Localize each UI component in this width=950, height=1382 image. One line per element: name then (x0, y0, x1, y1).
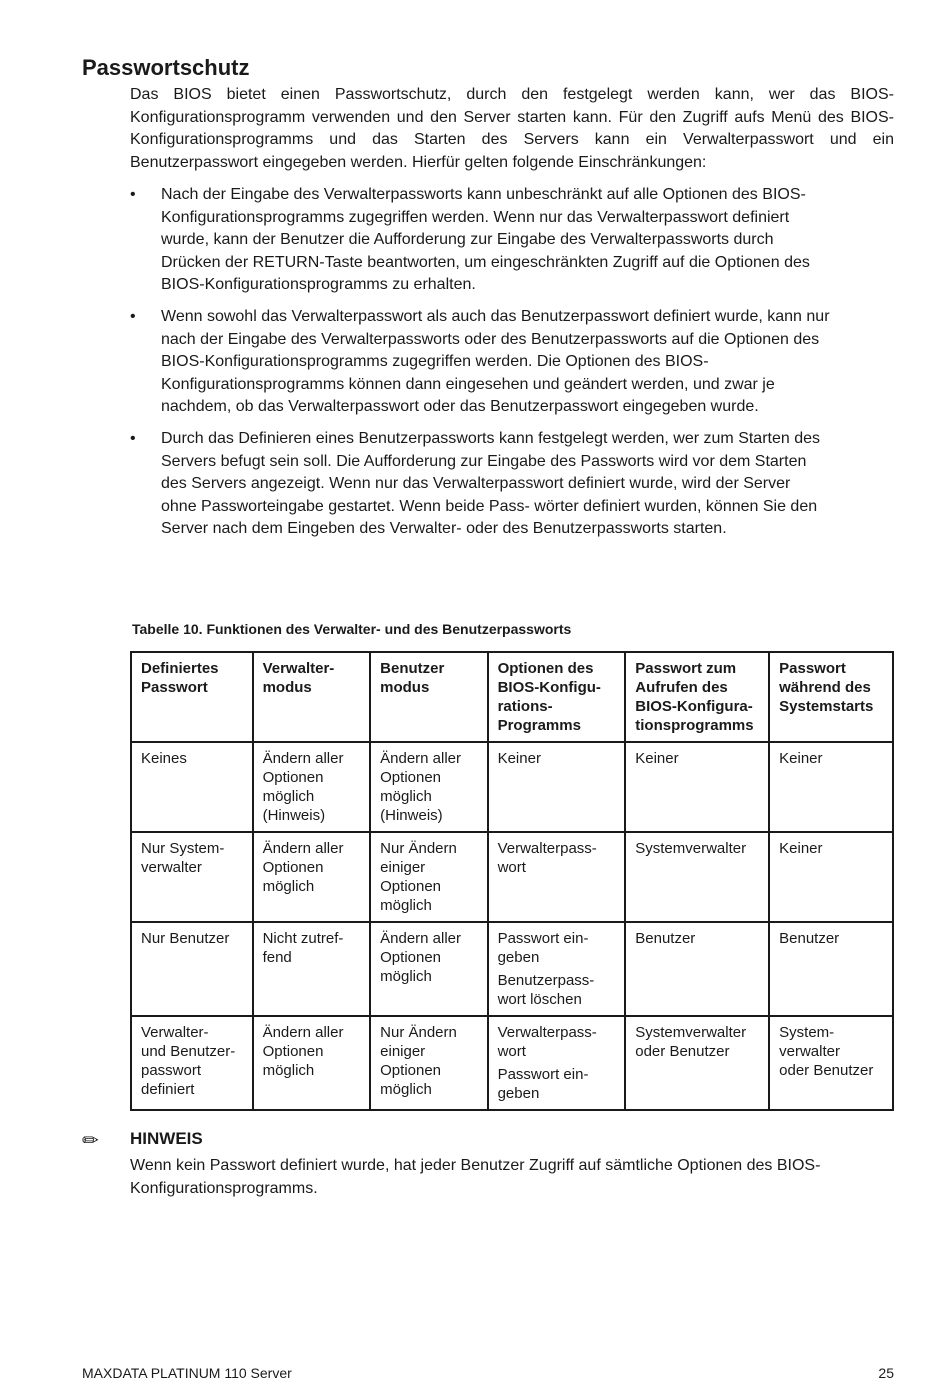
text-line: oder des Benutzerpassworts starten. (466, 520, 727, 538)
text-line: eingegeben wurde. (622, 398, 759, 416)
cell-line: Nur Benutzer (141, 930, 230, 947)
cell-line: oder Benutzer (779, 1062, 874, 1079)
header-line: während des (779, 679, 871, 696)
cell-line: einiger (380, 859, 426, 876)
text-line: die Optionen des BIOS-Konfigurationsprogramms zugegriffen werden. Die Optionen (161, 330, 820, 371)
table-cell (488, 1016, 626, 1110)
header-line: modus (262, 679, 312, 696)
cell-line: Passwort ein- (497, 930, 589, 947)
cell-line: wort (497, 1043, 526, 1060)
note-title: HINWEIS (130, 1129, 203, 1148)
text-line: wörter definiert wurden, können Sie den Server nach dem Eingeben des Verwalter- (161, 497, 818, 538)
header-line: Systemstarts (779, 698, 874, 715)
cell-paragraph (380, 749, 478, 825)
page-number: 25 (878, 1365, 894, 1381)
cell-paragraph (635, 839, 760, 858)
table-cell (253, 742, 371, 832)
header-line: Benutzer (380, 660, 445, 677)
header-line: rations- (497, 698, 553, 715)
cell-paragraph (263, 1023, 362, 1080)
cell-paragraph (263, 749, 362, 825)
password-functions-table (130, 651, 894, 1111)
bullet-icon: • (130, 186, 136, 203)
table-cell (253, 922, 371, 1016)
cell-line: Benutzer (779, 930, 840, 947)
cell-line: möglich (380, 1081, 432, 1098)
text-line: Starten des Servers befugt sein soll. Die Aufforderung zur Eingabe des Passworts (161, 429, 821, 470)
text-line: und zwar je nachdem, ob das Verwalterpasswort oder das Benutzerpasswort (161, 375, 775, 416)
cell-line: oder Benutzer (635, 1043, 730, 1060)
table-cell (253, 1016, 371, 1110)
table-cell (370, 832, 487, 922)
table-cell (769, 742, 893, 832)
text-line: definiert wurde, wird der Server ohne Passworteingabe gestartet. Wenn beide Pass- (161, 475, 791, 515)
cell-line: Ändern aller (262, 750, 344, 767)
cell-paragraph (779, 929, 884, 948)
cell-paragraph (635, 929, 760, 948)
cell-line: Keiner (779, 750, 823, 767)
cell-line: und Benutzer- (141, 1043, 236, 1060)
table-row (131, 832, 893, 922)
cell-line: Nur System- (141, 840, 225, 857)
list-item (130, 306, 830, 419)
list-item (130, 184, 830, 297)
cell-paragraph (498, 1023, 617, 1061)
text-line: Wenn kein Passwort definiert wurde, hat jeder Benutzer Zugriff auf sämtliche Optionen des BIOS- (130, 1157, 821, 1174)
table-cell (370, 922, 487, 1016)
cell-paragraph (498, 929, 617, 967)
cell-paragraph (779, 839, 884, 858)
cell-paragraph (779, 1023, 884, 1080)
text-line: BIOS- Konfigurationsprogramms zugegriffen werden. Wenn nur das Verwalterpasswort (161, 186, 806, 226)
table-cell (488, 922, 626, 1016)
cell-paragraph (141, 1023, 244, 1099)
table-cell (488, 832, 626, 922)
cell-line: System- (779, 1024, 835, 1041)
table-cell (769, 1016, 893, 1110)
cell-line: möglich (262, 788, 315, 805)
cell-line: verwalter (141, 859, 202, 876)
cell-line: Ändern aller (262, 840, 344, 857)
footer-product: MAXDATA PLATINUM 110 Server (82, 1365, 292, 1381)
cell-line: Verwalter- (141, 1024, 209, 1041)
text-line: Nach der Eingabe des Verwalterpassworts kann unbeschränkt auf alle Optionen des (161, 186, 758, 203)
cell-paragraph (635, 749, 760, 768)
cell-line: möglich (380, 968, 432, 985)
text-line: definiert wurde, kann der Benutzer die Aufforderung zur Eingabe des Verwalterpassworts (161, 208, 790, 249)
text-line: Optionen des BIOS-Konfigurationsprogramms zu erhalten. (161, 253, 810, 294)
cell-line: fend (262, 949, 292, 966)
cell-line: Keiner (779, 840, 823, 857)
cell-line: Nur Ändern (380, 840, 457, 857)
header-line: Verwalter- (262, 660, 335, 677)
cell-line: Optionen (380, 949, 442, 966)
cell-paragraph (498, 839, 617, 877)
cell-line: wort löschen (497, 991, 582, 1008)
cell-line: Optionen (380, 769, 442, 786)
table-cell (131, 1016, 253, 1110)
cell-line: möglich (262, 1062, 315, 1079)
cell-line: wort (497, 859, 526, 876)
note-text (130, 1155, 894, 1200)
text-line: wird vor dem Starten des Servers angezeigt. Wenn nur das Verwalterpasswort (161, 452, 807, 493)
header-line: BIOS-Konfigu- (497, 679, 601, 696)
cell-line: möglich (380, 897, 432, 914)
header-line: modus (380, 679, 430, 696)
table-cell (370, 1016, 487, 1110)
cell-line: einiger (380, 1043, 426, 1060)
text-line: Durch das Definieren eines Benutzerpassworts kann festgelegt werden, wer zum (161, 429, 734, 447)
cell-line: definiert (141, 1081, 195, 1098)
pencil-icon: ✏ (82, 1130, 99, 1152)
header-line: Passwort zum (635, 660, 737, 677)
cell-line: Benutzerpass- (497, 972, 595, 989)
table-header-row (131, 652, 893, 742)
header-line: Aufrufen des (635, 679, 728, 696)
bullet-icon: • (130, 429, 136, 447)
header-line: Definiertes (141, 660, 219, 677)
cell-line: Verwalterpass- (497, 840, 597, 857)
column-header (131, 652, 253, 742)
cell-paragraph (779, 749, 884, 768)
cell-line: (Hinweis) (262, 807, 326, 824)
table-cell (131, 742, 253, 832)
cell-line: Optionen (380, 878, 442, 895)
header-line: BIOS-Konfigura- (635, 698, 753, 715)
cell-paragraph (380, 1023, 478, 1099)
cell-line: Ändern aller (262, 1024, 344, 1041)
cell-paragraph (141, 749, 244, 768)
column-header (488, 652, 626, 742)
cell-line: Optionen (262, 769, 324, 786)
bullet-icon: • (130, 307, 136, 325)
cell-line: Optionen (262, 1043, 324, 1060)
cell-line: Optionen (380, 1062, 442, 1079)
cell-line: verwalter (779, 1043, 840, 1060)
cell-paragraph (263, 929, 362, 967)
table-cell (131, 832, 253, 922)
cell-line: geben (497, 1085, 540, 1102)
cell-line: Keiner (497, 750, 541, 767)
table-cell (769, 922, 893, 1016)
cell-line: Systemverwalter (635, 1024, 747, 1041)
text-line: durch Drücken der RETURN-Taste beantworten, um eingeschränkten Zugriff auf die (161, 231, 774, 271)
cell-line: möglich (262, 878, 315, 895)
intro-paragraph (130, 84, 894, 174)
header-line: Optionen des (497, 660, 594, 677)
table-cell (625, 742, 769, 832)
text-line: Das BIOS bietet einen Passwortschutz, durch den festgelegt werden kann, wer das BIOS- (130, 86, 894, 103)
cell-line: geben (497, 949, 540, 966)
table-cell (370, 742, 487, 832)
column-header (370, 652, 487, 742)
cell-line: möglich (380, 788, 432, 805)
cell-line: Nur Ändern (380, 1024, 457, 1041)
table-caption: Tabelle 10. Funktionen des Verwalter- und des Benutzerpassworts (132, 621, 572, 637)
table-row (131, 922, 893, 1016)
cell-line: Keines (141, 750, 187, 767)
cell-paragraph (498, 971, 617, 1009)
table-row (131, 742, 893, 832)
table-cell (769, 832, 893, 922)
table-cell (625, 832, 769, 922)
cell-paragraph (380, 839, 478, 915)
cell-line: passwort (141, 1062, 202, 1079)
cell-line: Systemverwalter (635, 840, 747, 857)
cell-line: Passwort ein- (497, 1066, 589, 1083)
table-cell (625, 922, 769, 1016)
cell-paragraph (263, 839, 362, 896)
header-line: Passwort (779, 660, 846, 677)
table-cell (253, 832, 371, 922)
cell-line: Ändern aller (380, 750, 462, 767)
table-cell (625, 1016, 769, 1110)
column-header (769, 652, 893, 742)
cell-line: Nicht zutref- (262, 930, 344, 947)
header-line: tionsprogramms (635, 717, 754, 734)
cell-line: (Hinweis) (380, 807, 443, 824)
text-line: Wenn sowohl das Verwalterpasswort als auch das Benutzerpasswort definiert wurde, (161, 307, 763, 325)
header-line: Programms (497, 717, 581, 734)
table-cell (488, 742, 626, 832)
cell-paragraph (141, 929, 244, 948)
cell-line: Ändern aller (380, 930, 462, 947)
section-heading: Passwortschutz (82, 55, 250, 80)
header-line: Passwort (141, 679, 208, 696)
text-line: des BIOS- Konfigurationsprogramms können dann eingesehen und geändert werden, (161, 353, 709, 393)
table-row (131, 1016, 893, 1110)
list-item (130, 428, 830, 541)
table-cell (131, 922, 253, 1016)
cell-paragraph (635, 1023, 760, 1061)
cell-line: Optionen (262, 859, 324, 876)
column-header (253, 652, 371, 742)
column-header (625, 652, 769, 742)
cell-paragraph (498, 749, 617, 768)
text-line: Konfigurationsprogramms. (130, 1179, 318, 1197)
cell-paragraph (498, 1065, 617, 1103)
text-line: BIOS-Konfigurationsprogramms und das Starten des Servers kann ein Verwalterpasswort und ein (130, 108, 894, 148)
restriction-list (130, 184, 830, 550)
cell-line: Verwalterpass- (497, 1024, 597, 1041)
text-line: Benutzerpasswort eingegeben werden. Hierfür gelten folgende Einschränkungen: (130, 153, 707, 171)
cell-line: Keiner (635, 750, 679, 767)
cell-paragraph (380, 929, 478, 986)
text-line: kann nur nach der Eingabe des Verwalterpassworts oder des Benutzerpassworts auf (161, 307, 830, 348)
text-line: Konfigurationsprogramm verwenden und den Server starten kann. Für den Zugriff aufs Menü des (130, 108, 844, 126)
cell-line: Benutzer (635, 930, 696, 947)
cell-paragraph (141, 839, 244, 877)
